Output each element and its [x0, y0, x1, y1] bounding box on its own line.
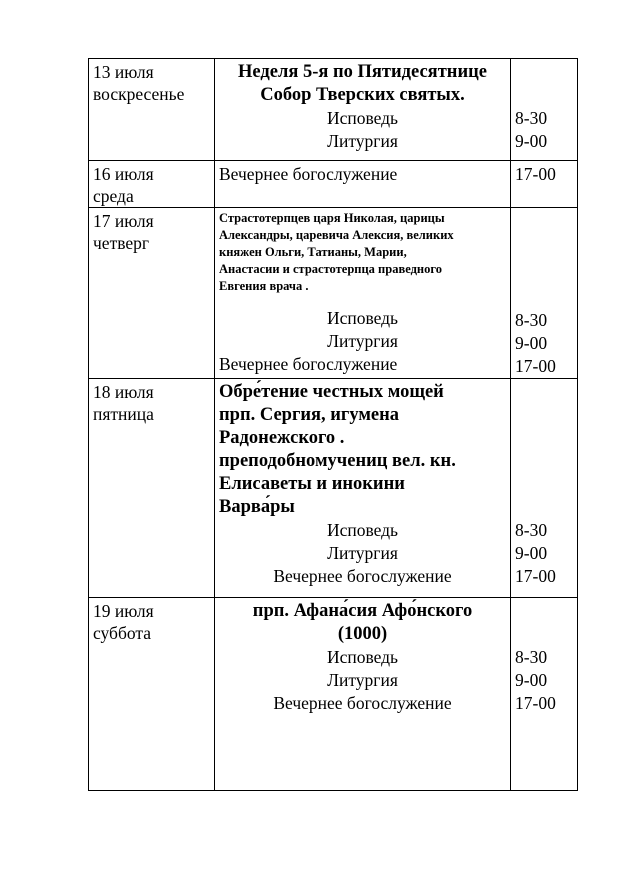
schedule-table [88, 58, 578, 791]
time: 17-00 [515, 693, 556, 713]
time-cell [511, 161, 578, 208]
service-confession: Исповедь [326, 520, 399, 540]
time: 9-00 [515, 543, 548, 563]
feast-title-line: Александры, царевича Алексия, великих [219, 228, 454, 242]
weekday: среда [93, 186, 134, 206]
feast-title-line: Евгения врача . [219, 279, 309, 293]
date: 19 июля [93, 601, 154, 621]
time-cell [511, 208, 578, 379]
service-vespers: Вечернее богослужение [219, 164, 398, 184]
service-confession: Исповедь [326, 647, 399, 667]
service-confession: Исповедь [326, 108, 399, 128]
date-cell [89, 208, 215, 379]
date-cell [89, 161, 215, 208]
service-vespers: Вечернее богослужение [273, 693, 452, 713]
time: 8-30 [515, 310, 548, 330]
service-liturgy: Литургия [327, 670, 398, 690]
time: 9-00 [515, 333, 548, 353]
service-liturgy: Литургия [327, 331, 398, 351]
event-cell [215, 208, 511, 379]
weekday: суббота [93, 623, 152, 643]
time-cell [511, 379, 578, 598]
time: 8-30 [515, 520, 548, 540]
time-cell [511, 59, 578, 161]
service-confession: Исповедь [326, 308, 399, 328]
feast-title-line: (1000) [337, 624, 388, 644]
feast-title-line: Страстотерпцев царя Николая, царицы [219, 211, 445, 225]
feast-title-line: преподобномучениц вел. кн. [219, 451, 456, 471]
feast-title-line: Собор Тверских святых. [260, 85, 465, 105]
date: 17 июля [93, 211, 154, 231]
feast-title-line: Анастасии и страстотерпца праведного [219, 262, 442, 276]
date: 13 июля [93, 62, 154, 82]
feast-title-line: Обре́тение честных мощей [219, 382, 444, 402]
time: 8-30 [515, 647, 548, 667]
table-row [89, 208, 578, 379]
time: 17-00 [515, 356, 556, 376]
service-vespers: Вечернее богослужение [219, 354, 398, 374]
time: 9-00 [515, 131, 548, 151]
feast-title-line: прп. Сергия, игумена [219, 405, 400, 425]
date: 16 июля [93, 164, 154, 184]
feast-title-line: Варва́ры [219, 497, 295, 517]
date: 18 июля [93, 382, 154, 402]
table-row [89, 379, 578, 598]
service-liturgy: Литургия [327, 543, 398, 563]
table-row [89, 161, 578, 208]
weekday: воскресенье [93, 84, 185, 104]
feast-title-line: Радонежского . [219, 428, 345, 448]
event-cell [215, 161, 511, 208]
event-cell [215, 59, 511, 161]
weekday: пятница [93, 404, 154, 424]
table-row [89, 59, 578, 161]
event-cell [215, 379, 511, 598]
time: 17-00 [515, 566, 556, 586]
service-liturgy: Литургия [327, 131, 398, 151]
feast-title-line: прп. Афана́сия Афо́нского [252, 601, 473, 621]
feast-title-line: княжен Ольги, Татианы, Марии, [219, 245, 407, 259]
time: 8-30 [515, 108, 548, 128]
time: 9-00 [515, 670, 548, 690]
event-cell [215, 598, 511, 791]
feast-title [219, 210, 506, 295]
time-cell [511, 598, 578, 791]
date-cell [89, 379, 215, 598]
date-cell [89, 59, 215, 161]
date-cell [89, 598, 215, 791]
weekday: четверг [93, 233, 150, 253]
time: 17-00 [515, 164, 556, 184]
feast-title-line: Елисаветы и инокини [219, 474, 405, 494]
feast-title-line: Неделя 5-я по Пятидесятнице [238, 62, 487, 82]
table-row [89, 598, 578, 791]
service-vespers: Вечернее богослужение [273, 566, 452, 586]
